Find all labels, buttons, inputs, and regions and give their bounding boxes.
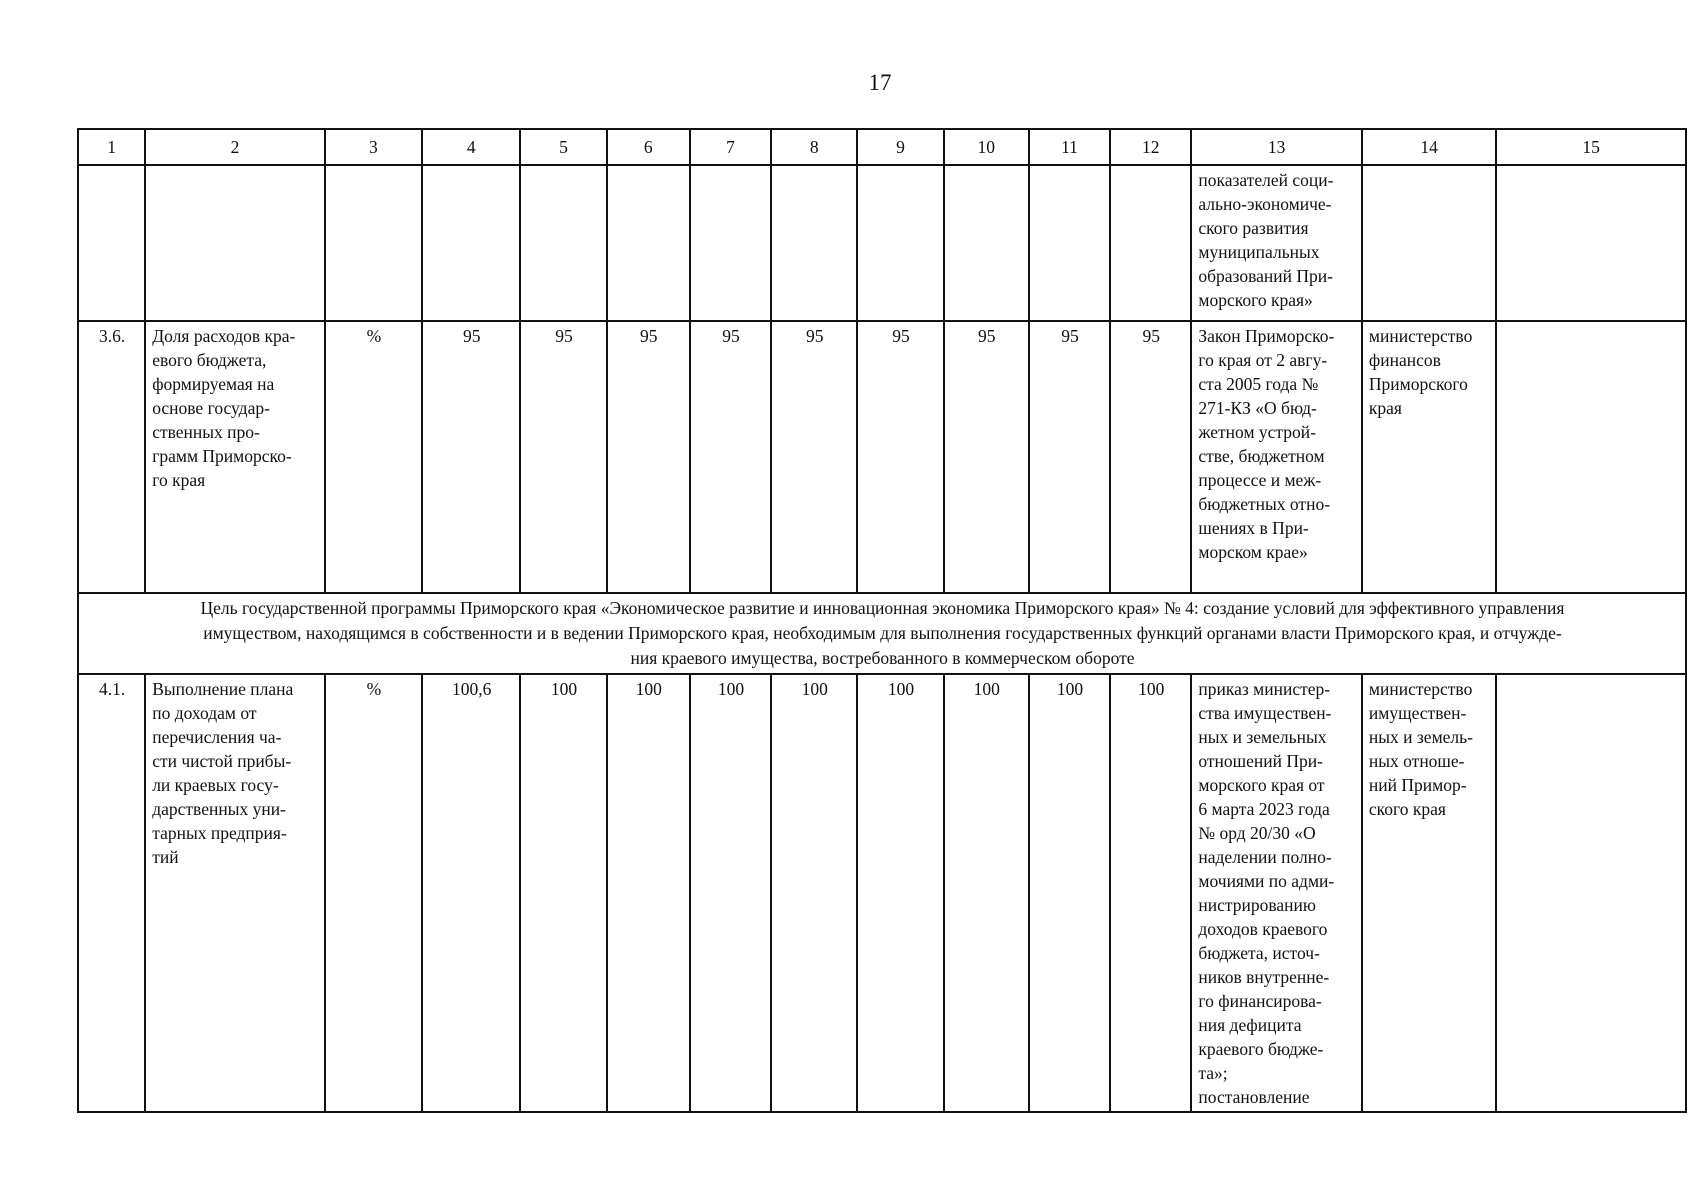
- column-header: 3: [325, 129, 422, 165]
- table-cell: [422, 165, 520, 321]
- indicator-name-cell: [145, 321, 325, 593]
- value-cell: 95: [422, 321, 520, 593]
- text-line: формируемая на: [152, 374, 275, 394]
- page-number: 17: [868, 70, 892, 95]
- text-line: имуществен-: [1368, 703, 1467, 723]
- value-cell: 100: [857, 674, 943, 1112]
- indicators-table: [77, 128, 1687, 1113]
- column-header: 4: [422, 129, 520, 165]
- column-header: 2: [145, 129, 325, 165]
- text-line: показателей соци-: [1198, 170, 1334, 190]
- responsible-cell: [1362, 321, 1496, 593]
- table-cell: [1362, 165, 1496, 321]
- value-cell: 100: [690, 674, 771, 1112]
- text-line: Выполнение плана: [152, 679, 294, 699]
- text-line: по доходам от: [152, 703, 257, 723]
- text-line: ных и земельных: [1198, 727, 1327, 747]
- basis-cell: [1191, 321, 1362, 593]
- text-line: морского края от: [1198, 775, 1325, 795]
- unit-cell: %: [325, 321, 422, 593]
- column-header: 11: [1029, 129, 1110, 165]
- text-line: краевого бюдже-: [1198, 1039, 1324, 1059]
- text-line: нистрированию: [1198, 895, 1316, 915]
- basis-cell: [1191, 674, 1362, 1112]
- text-line: ных и земель-: [1368, 727, 1473, 747]
- text-line: го финансирова-: [1198, 991, 1322, 1011]
- text-line: перечисления ча-: [152, 727, 282, 747]
- value-cell: 100: [1110, 674, 1191, 1112]
- column-header: 8: [771, 129, 857, 165]
- table-cell: [1110, 165, 1191, 321]
- value-cell: 95: [520, 321, 606, 593]
- text-line: грамм Приморско-: [152, 446, 292, 466]
- text-line: муниципальных: [1198, 242, 1320, 262]
- table-header-row: [78, 129, 1686, 165]
- text-line: Закон Приморско-: [1198, 326, 1335, 346]
- goal-cell: [78, 593, 1686, 674]
- table-row-continuation: [78, 165, 1686, 321]
- table-cell: [857, 165, 943, 321]
- value-cell: 100: [520, 674, 606, 1112]
- text-line: го края от 2 авгу-: [1198, 350, 1328, 370]
- value-cell: 95: [1029, 321, 1110, 593]
- text-line: тий: [152, 847, 179, 867]
- column-header: 13: [1191, 129, 1362, 165]
- value-cell: 100: [607, 674, 690, 1112]
- column-header: 15: [1496, 129, 1686, 165]
- table-cell: [1496, 165, 1686, 321]
- column-header: 9: [857, 129, 943, 165]
- text-line: сти чистой прибы-: [152, 751, 292, 771]
- table-cell: [771, 165, 857, 321]
- text-line: шениях в При-: [1198, 518, 1309, 538]
- text-line: ных отноше-: [1368, 751, 1465, 771]
- value-cell: 95: [944, 321, 1029, 593]
- table-cell: [690, 165, 771, 321]
- text-line: имуществом, находящимся в собственности и в ведении Приморского края, необходимым для выполнения государственных функций органами власти Приморского края, и отчужде-: [203, 623, 1562, 643]
- column-header: 7: [690, 129, 771, 165]
- text-line: та»;: [1198, 1063, 1228, 1083]
- text-line: го края: [152, 470, 206, 490]
- value-cell: 100: [1029, 674, 1110, 1112]
- text-line: мочиями по адми-: [1198, 871, 1335, 891]
- row-code: 3.6.: [78, 321, 145, 593]
- text-line: 6 марта 2023 года: [1198, 799, 1330, 819]
- text-line: ственных про-: [152, 422, 260, 442]
- table-cell: [1496, 674, 1686, 1112]
- text-line: доходов краевого: [1198, 919, 1328, 939]
- text-line: Доля расходов кра-: [152, 326, 296, 346]
- goal-row: [78, 593, 1686, 674]
- text-line: ста 2005 года №: [1198, 374, 1319, 394]
- table-row-4-1: [78, 674, 1686, 1112]
- text-line: наделении полно-: [1198, 847, 1332, 867]
- text-line: Приморского: [1368, 374, 1468, 394]
- column-header: 5: [520, 129, 606, 165]
- indicator-name-cell: [145, 674, 325, 1112]
- text-line: основе государ-: [152, 398, 270, 418]
- text-line: 271-КЗ «О бюд-: [1198, 398, 1317, 418]
- table-cell: [944, 165, 1029, 321]
- text-line: Цель государственной программы Приморского края «Экономическое развитие и инновационная экономика Приморского края» № 4: создание условий для эффективного управления: [200, 598, 1565, 618]
- text-line: жетном устрой-: [1198, 422, 1316, 442]
- text-line: ского развития: [1198, 218, 1309, 238]
- text-line: ли краевых госу-: [152, 775, 279, 795]
- column-header: 1: [78, 129, 145, 165]
- column-header: 12: [1110, 129, 1191, 165]
- text-line: ния дефицита: [1198, 1015, 1302, 1035]
- column-header: 14: [1362, 129, 1496, 165]
- table-cell: [325, 165, 422, 321]
- table-row-3-6: [78, 321, 1686, 593]
- table-cell: [520, 165, 606, 321]
- text-line: стве, бюджетном: [1198, 446, 1325, 466]
- text-line: министерство: [1368, 679, 1473, 699]
- text-line: тарных предприя-: [152, 823, 287, 843]
- column-header: 10: [944, 129, 1029, 165]
- text-line: приказ министер-: [1198, 679, 1331, 699]
- value-cell: 95: [771, 321, 857, 593]
- text-line: отношений При-: [1198, 751, 1323, 771]
- text-line: дарственных уни-: [152, 799, 286, 819]
- value-cell: 95: [1110, 321, 1191, 593]
- text-line: ства имуществен-: [1198, 703, 1332, 723]
- table-cell: [145, 165, 325, 321]
- unit-cell: %: [325, 674, 422, 1112]
- text-line: ния краевого имущества, востребованного в коммерческом обороте: [630, 648, 1135, 668]
- table-cell: [78, 165, 145, 321]
- value-cell: 100: [771, 674, 857, 1112]
- value-cell: 95: [857, 321, 943, 593]
- text-line: морском крае»: [1198, 542, 1308, 562]
- basis-cell: [1191, 165, 1362, 321]
- text-line: морского края»: [1198, 290, 1313, 310]
- text-line: постановление: [1198, 1087, 1310, 1107]
- row-code: 4.1.: [78, 674, 145, 1112]
- value-cell: 100,6: [422, 674, 520, 1112]
- text-line: ально-экономиче-: [1198, 194, 1332, 214]
- value-cell: 100: [944, 674, 1029, 1112]
- text-line: ского края: [1368, 799, 1446, 819]
- value-cell: 95: [690, 321, 771, 593]
- value-cell: 95: [607, 321, 690, 593]
- text-line: финансов: [1368, 350, 1441, 370]
- text-line: министерство: [1368, 326, 1473, 346]
- text-line: ников внутренне-: [1198, 967, 1330, 987]
- text-line: бюджетных отно-: [1198, 494, 1331, 514]
- responsible-cell: [1362, 674, 1496, 1112]
- text-line: процессе и меж-: [1198, 470, 1322, 490]
- text-line: края: [1368, 398, 1402, 418]
- text-line: образований При-: [1198, 266, 1333, 286]
- text-line: ний Примор-: [1368, 775, 1467, 795]
- column-header: 6: [607, 129, 690, 165]
- text-line: № орд 20/30 «О: [1198, 823, 1316, 843]
- table-cell: [607, 165, 690, 321]
- table-cell: [1029, 165, 1110, 321]
- text-line: бюджета, источ-: [1198, 943, 1320, 963]
- table-cell: [1496, 321, 1686, 593]
- text-line: евого бюджета,: [152, 350, 267, 370]
